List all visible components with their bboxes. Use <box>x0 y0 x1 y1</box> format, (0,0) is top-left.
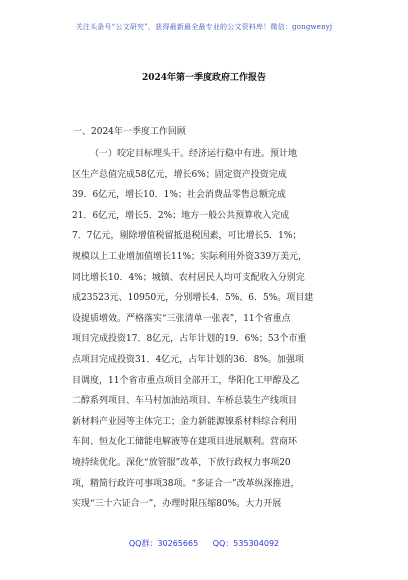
body-line: 点项目完成投资31．4亿元，占年计划的36．8%。加强项 <box>72 354 304 365</box>
body-line: （一）咬定目标埋头干。经济运行稳中有进。预计地 <box>90 149 298 159</box>
body-line: 设提质增效。严格落实“三张清单一张表”，11个省重点 <box>72 313 291 324</box>
body-line: 规模以上工业增加值增长11%；实际利用外资339万美元， <box>72 251 308 262</box>
body-line: 车间、恒友化工储能电解液等在建项目进展顺利。营商环 <box>72 437 298 448</box>
footer-qq-group: QQ群：30265665 <box>128 539 199 548</box>
body-line: 二醇系列项目、车马村加油站项目、车桥总装生产线项目 <box>72 396 298 407</box>
top-banner: 关注头条号“公文研究”，获得最新最全最专业的公文资料库！微信：gongwenyj <box>75 23 333 31</box>
body-line: 新材料产业园等主体完工；金力新能源镍系材料综合利用 <box>72 416 298 427</box>
footer <box>0 538 408 549</box>
body-line: 境持续优化。深化“放管服”改革，下放行政权力事项20 <box>72 457 291 468</box>
section-heading: 一、2024年一季度工作回顾 <box>73 127 186 137</box>
body-line: 项目完成投资17．8亿元，占年计划的19．6%；53个市重 <box>72 334 307 345</box>
footer-qq-contact: QQ：535304092 <box>212 539 280 548</box>
body-line: 区生产总值完成58亿元，增长6%；固定资产投资完成 <box>72 169 287 180</box>
document-title: 2024年第一季度政府工作报告 <box>141 73 267 83</box>
body-line: 成23523元、10950元，分别增长4．5%、6．5%。项目建 <box>72 293 314 304</box>
body-text <box>72 144 340 515</box>
body-line: 21．6亿元，增长5．2%；地方一般公共预算收入完成 <box>72 210 290 221</box>
body-line: 同比增长10．4%；城镇、农村居民人均可支配收入分别完 <box>72 272 305 283</box>
body-line: 39．6亿元，增长10．1%；社会消费品零售总额完成 <box>72 190 286 201</box>
body-line: 项，精简行政许可事项38项。“多证合一”改革纵深推进， <box>72 478 300 489</box>
body-line: 目调度，11个省市重点项目全部开工，华阳化工甲醇及乙 <box>72 375 300 386</box>
body-line: 7．7亿元，剔除增值税留抵退税因素，可比增长5．1%； <box>72 231 302 242</box>
body-line: 实现“三十六证合一”，办理时限压缩80%。大力开展 <box>72 499 282 510</box>
